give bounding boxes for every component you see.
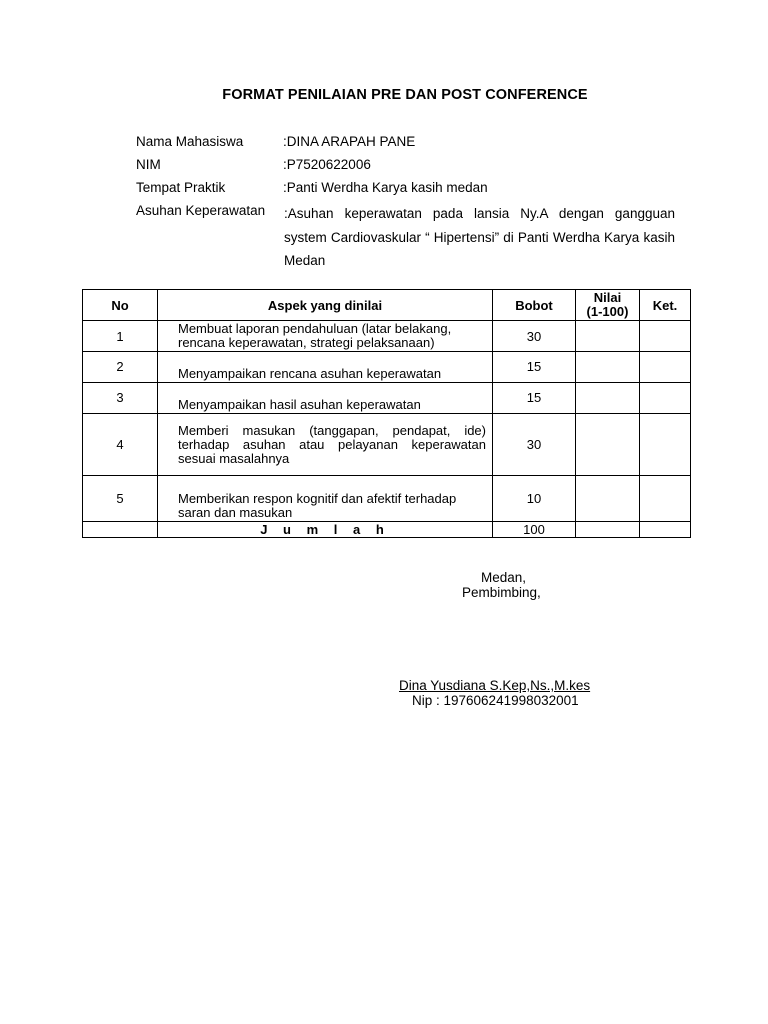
nim-value: :P7520622006	[283, 157, 371, 172]
row-nilai-cell[interactable]	[576, 352, 640, 383]
table-row	[83, 352, 691, 383]
row-no: 2	[83, 352, 158, 383]
asuhan-value: :Asuhan keperawatan pada lansia Ny.A dengan gangguan system Cardiovaskular “ Hipertensi” di Panti Werdha Karya kasih Medan	[284, 206, 675, 268]
row-nilai-cell[interactable]	[576, 476, 640, 522]
row-aspek	[158, 476, 493, 522]
table-header-row	[83, 290, 691, 321]
row-aspek	[158, 321, 493, 352]
header-no: No	[83, 290, 158, 321]
row-aspek	[158, 352, 493, 383]
total-no-cell	[83, 522, 158, 538]
total-label: J u m l a h	[158, 522, 493, 538]
row-aspek-text: Menyampaikan rencana asuhan keperawatan	[178, 366, 442, 381]
tempat-label: Tempat Praktik	[136, 180, 226, 195]
tempat-value: :Panti Werdha Karya kasih medan	[283, 180, 488, 195]
nama-value: :DINA ARAPAH PANE	[283, 134, 416, 149]
header-bobot: Bobot	[493, 290, 576, 321]
table-row	[83, 383, 691, 414]
row-no: 5	[83, 476, 158, 522]
table-total-row	[83, 522, 691, 538]
signature-place: Medan,	[481, 570, 527, 585]
row-bobot: 15	[493, 383, 576, 414]
header-nilai-line2: (1-100)	[586, 304, 629, 319]
row-aspek-text: Menyampaikan hasil asuhan keperawatan	[178, 397, 421, 412]
nim-label: NIM	[136, 157, 161, 172]
row-nilai-cell[interactable]	[576, 383, 640, 414]
row-nilai-cell[interactable]	[576, 321, 640, 352]
header-nilai	[576, 290, 640, 321]
header-aspek: Aspek yang dinilai	[158, 290, 493, 321]
row-bobot: 30	[493, 414, 576, 476]
row-no: 3	[83, 383, 158, 414]
row-aspek	[158, 383, 493, 414]
row-aspek-text: Memberikan respon kognitif dan afektif terhadap saran dan masukan	[178, 491, 457, 520]
row-bobot: 30	[493, 321, 576, 352]
table-row	[83, 476, 691, 522]
row-bobot: 15	[493, 352, 576, 383]
row-ket-cell[interactable]	[640, 321, 691, 352]
total-nilai-cell[interactable]	[576, 522, 640, 538]
asuhan-label: Asuhan Keperawatan	[136, 203, 266, 218]
signature-name: Dina Yusdiana S.Kep,Ns.,M.kes	[399, 678, 591, 693]
signature-role: Pembimbing,	[462, 585, 541, 600]
assessment-table	[82, 289, 691, 538]
row-ket-cell[interactable]	[640, 414, 691, 476]
row-ket-cell[interactable]	[640, 383, 691, 414]
signature-nip: Nip : 197606241998032001	[412, 693, 579, 708]
header-nilai-line1: Nilai	[593, 290, 622, 305]
row-aspek	[158, 414, 493, 476]
header-ket: Ket.	[640, 290, 691, 321]
nama-label: Nama Mahasiswa	[136, 134, 244, 149]
row-nilai-cell[interactable]	[576, 414, 640, 476]
row-ket-cell[interactable]	[640, 476, 691, 522]
row-ket-cell[interactable]	[640, 352, 691, 383]
document-title: FORMAT PENILAIAN PRE DAN POST CONFERENCE	[222, 87, 588, 103]
row-aspek-text: Memberi masukan (tanggapan, pendapat, ide) terhadap asuhan atau pelayanan keperawatan sesuai masalahnya	[178, 422, 486, 466]
total-bobot: 100	[493, 522, 576, 538]
row-no: 1	[83, 321, 158, 352]
row-aspek-text: Membuat laporan pendahuluan (latar belakang, rencana keperawatan, strategi pelaksanaan)	[178, 321, 452, 350]
total-ket-cell[interactable]	[640, 522, 691, 538]
row-bobot: 10	[493, 476, 576, 522]
row-no: 4	[83, 414, 158, 476]
table-row	[83, 414, 691, 476]
table-row	[83, 321, 691, 352]
